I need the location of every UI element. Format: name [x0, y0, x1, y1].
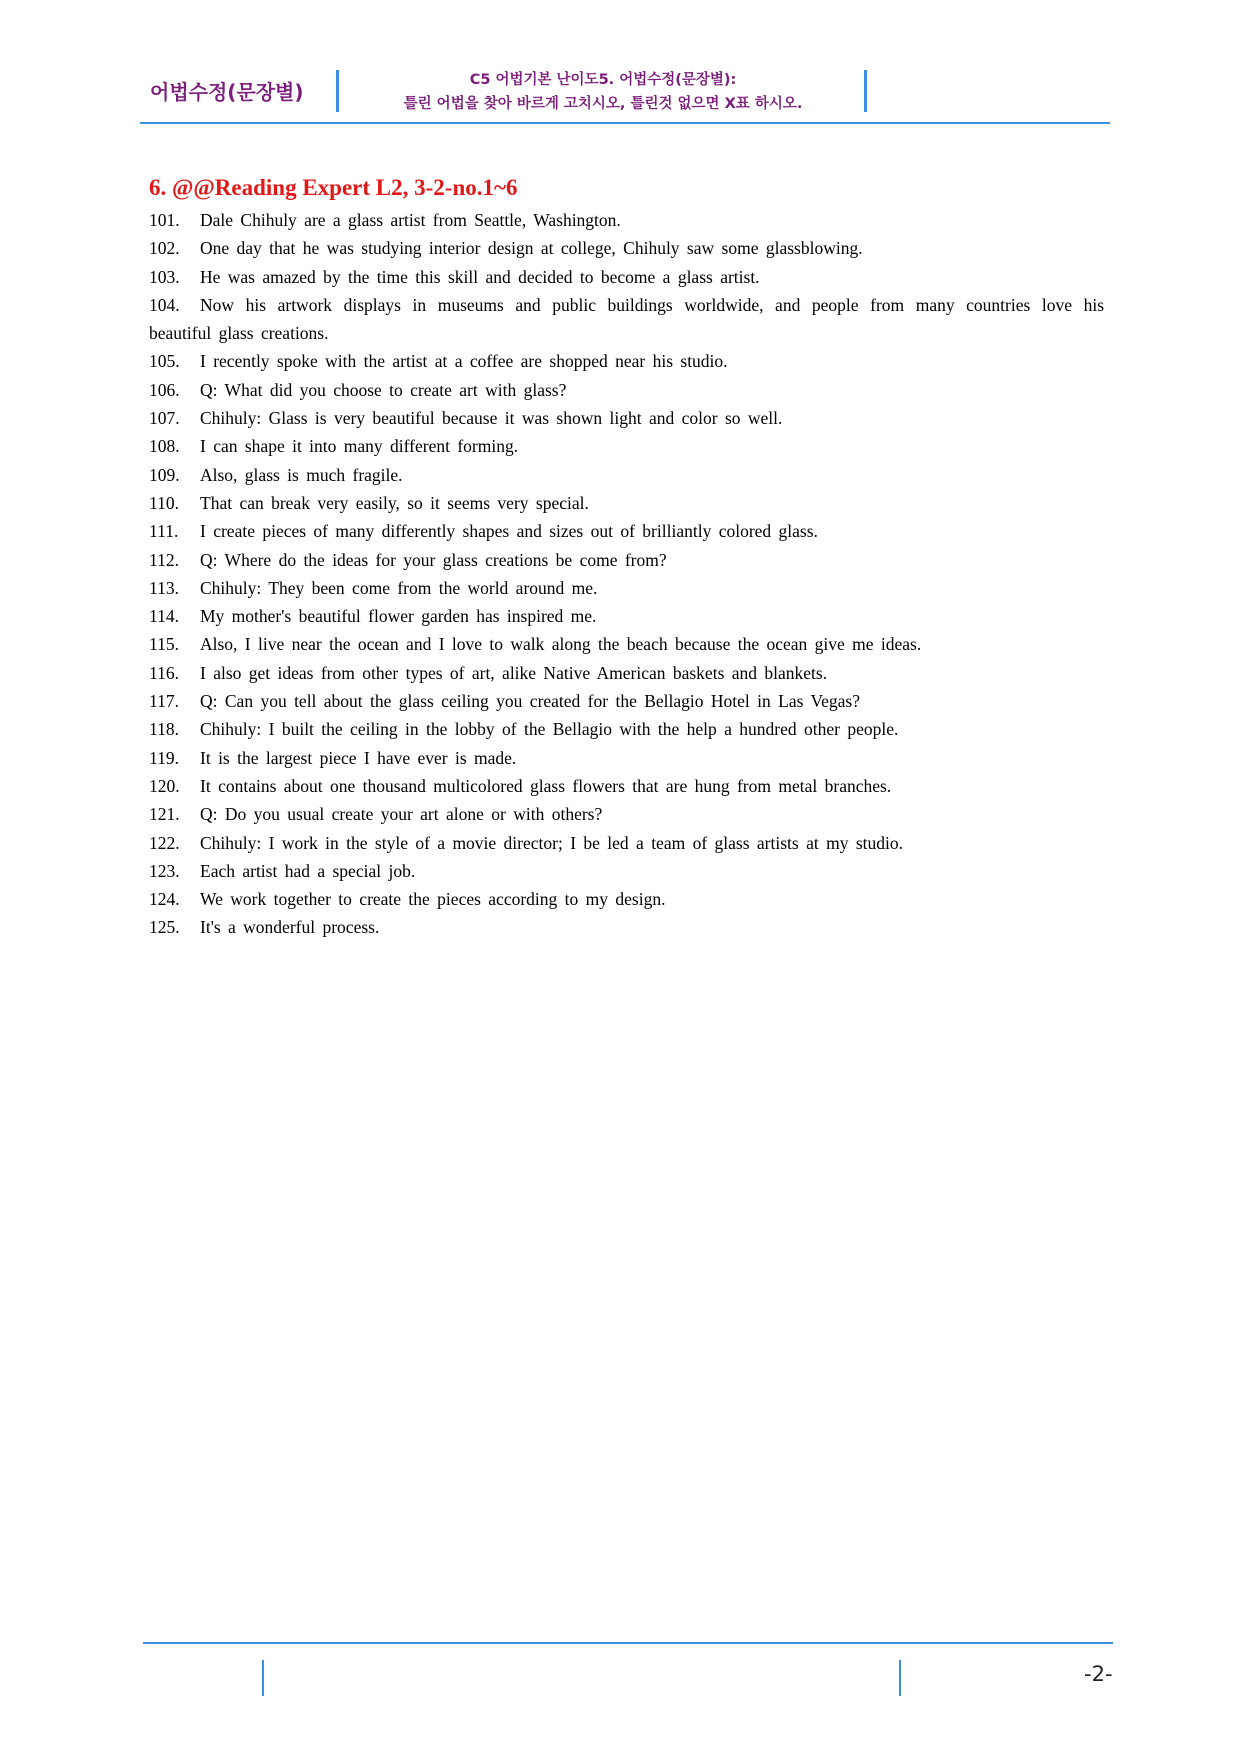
sentence-item — [149, 234, 1104, 262]
sentence-number: 114. — [149, 606, 179, 627]
sentence-text: We work together to create the pieces according to my design. — [200, 889, 666, 910]
sentence-item — [149, 574, 1104, 602]
sentence-item — [149, 744, 1104, 772]
sentence-number: 104. — [149, 294, 180, 315]
footer-divider-right — [899, 1660, 901, 1696]
sentence-item — [149, 376, 1104, 404]
sentence-number: 121. — [149, 804, 180, 825]
sentence-number: 113. — [149, 577, 179, 598]
sentence-item — [149, 432, 1104, 460]
sentence-item — [149, 263, 1104, 291]
header-instructions — [342, 68, 864, 116]
sentence-item — [149, 489, 1104, 517]
sentence-item — [149, 715, 1104, 743]
sentence-item — [149, 772, 1104, 800]
sentence-item — [149, 461, 1104, 489]
sentence-text: It is the largest piece I have ever is made. — [200, 747, 517, 768]
page-header — [140, 62, 1110, 126]
sentence-item — [149, 546, 1104, 574]
sentence-number: 118. — [149, 719, 179, 740]
sentence-item — [149, 659, 1104, 687]
header-rule — [140, 122, 1110, 124]
sentence-number: 120. — [149, 775, 180, 796]
sentence-text: Q: Do you usual create your art alone or with others? — [200, 804, 603, 825]
sentence-text: My mother's beautiful flower garden has inspired me. — [200, 606, 597, 627]
sentence-item — [149, 291, 1104, 348]
sentence-item — [149, 857, 1104, 885]
header-instruction-line2: 틀린 어법을 찾아 바르게 고치시오, 틀린것 없으면 X표 하시오. — [403, 96, 803, 112]
sentence-item — [149, 800, 1104, 828]
sentence-text: Dale Chihuly are a glass artist from Seattle, Washington. — [200, 210, 621, 230]
header-instruction-line1: C5 어법기본 난이도5. 어법수정(문장별): — [469, 72, 737, 88]
sentence-number: 117. — [149, 691, 179, 712]
page-content — [149, 170, 1104, 942]
page-number: -2- — [1084, 1662, 1113, 1686]
sentence-number: 116. — [149, 662, 179, 683]
sentence-number: 125. — [149, 917, 180, 938]
sentence-text: I also get ideas from other types of art, alike Native American baskets and blankets. — [200, 662, 828, 683]
section-title: 6. @@Reading Expert L2, 3-2-no.1~6 — [149, 175, 518, 200]
sentence-text: Chihuly: I work in the style of a movie director; I be led a team of glass artists at my studio. — [200, 832, 903, 853]
header-title: 어법수정(문장별) — [150, 80, 304, 104]
sentence-item — [149, 913, 1104, 941]
sentence-text: I create pieces of many differently shapes and sizes out of brilliantly colored glass. — [200, 521, 818, 542]
sentence-item — [149, 885, 1104, 913]
sentence-number: 111. — [149, 521, 179, 542]
sentence-item — [149, 829, 1104, 857]
sentence-text: Q: Where do the ideas for your glass creations be come from? — [200, 549, 667, 570]
sentence-number: 107. — [149, 408, 180, 429]
sentence-text: Also, I live near the ocean and I love to walk along the beach because the ocean give me ideas. — [200, 634, 922, 655]
sentence-number: 123. — [149, 860, 180, 881]
sentence-number: 112. — [149, 549, 179, 570]
sentence-number: 122. — [149, 832, 180, 853]
sentence-text: He was amazed by the time this skill and decided to become a glass artist. — [200, 266, 760, 287]
sentence-number: 119. — [149, 747, 179, 768]
sentence-number: 110. — [149, 492, 179, 513]
sentence-number: 108. — [149, 436, 180, 457]
sentence-list — [149, 206, 1104, 942]
sentence-number: 102. — [149, 238, 180, 259]
sentence-text: Now his artwork displays in museums and public buildings worldwide, and people from many countries love his beautiful glass creations. — [149, 294, 1104, 344]
sentence-item — [149, 347, 1104, 375]
sentence-item — [149, 206, 1104, 234]
sentence-item — [149, 687, 1104, 715]
sentence-number: 103. — [149, 266, 180, 287]
sentence-text: It contains about one thousand multicolored glass flowers that are hung from metal branches. — [200, 775, 892, 796]
sentence-number: 101. — [149, 210, 180, 230]
sentence-text: I recently spoke with the artist at a coffee are shopped near his studio. — [200, 351, 728, 372]
sentence-number: 109. — [149, 464, 180, 485]
footer-divider-left — [262, 1660, 264, 1696]
sentence-text: One day that he was studying interior design at college, Chihuly saw some glassblowing. — [200, 238, 863, 259]
header-divider-left — [336, 70, 339, 112]
sentence-text: Q: Can you tell about the glass ceiling you created for the Bellagio Hotel in Las Vegas? — [200, 691, 861, 712]
sentence-number: 124. — [149, 889, 180, 910]
sentence-text: Chihuly: They been come from the world around me. — [200, 577, 598, 598]
header-divider-right — [864, 70, 867, 112]
sentence-text: Chihuly: I built the ceiling in the lobby of the Bellagio with the help a hundred other people. — [200, 719, 899, 740]
sentence-text: I can shape it into many different forming. — [200, 436, 519, 457]
sentence-item — [149, 630, 1104, 658]
footer-rule — [143, 1642, 1113, 1644]
sentence-text: That can break very easily, so it seems very special. — [200, 492, 589, 513]
sentence-text: Also, glass is much fragile. — [200, 464, 403, 485]
sentence-text: Each artist had a special job. — [200, 860, 416, 881]
sentence-item — [149, 602, 1104, 630]
sentence-text: Q: What did you choose to create art with glass? — [200, 379, 567, 400]
sentence-text: It's a wonderful process. — [200, 917, 380, 938]
sentence-item — [149, 404, 1104, 432]
sentence-number: 106. — [149, 379, 180, 400]
sentence-text: Chihuly: Glass is very beautiful because it was shown light and color so well. — [200, 408, 783, 429]
sentence-item — [149, 517, 1104, 545]
sentence-number: 105. — [149, 351, 180, 372]
sentence-number: 115. — [149, 634, 179, 655]
